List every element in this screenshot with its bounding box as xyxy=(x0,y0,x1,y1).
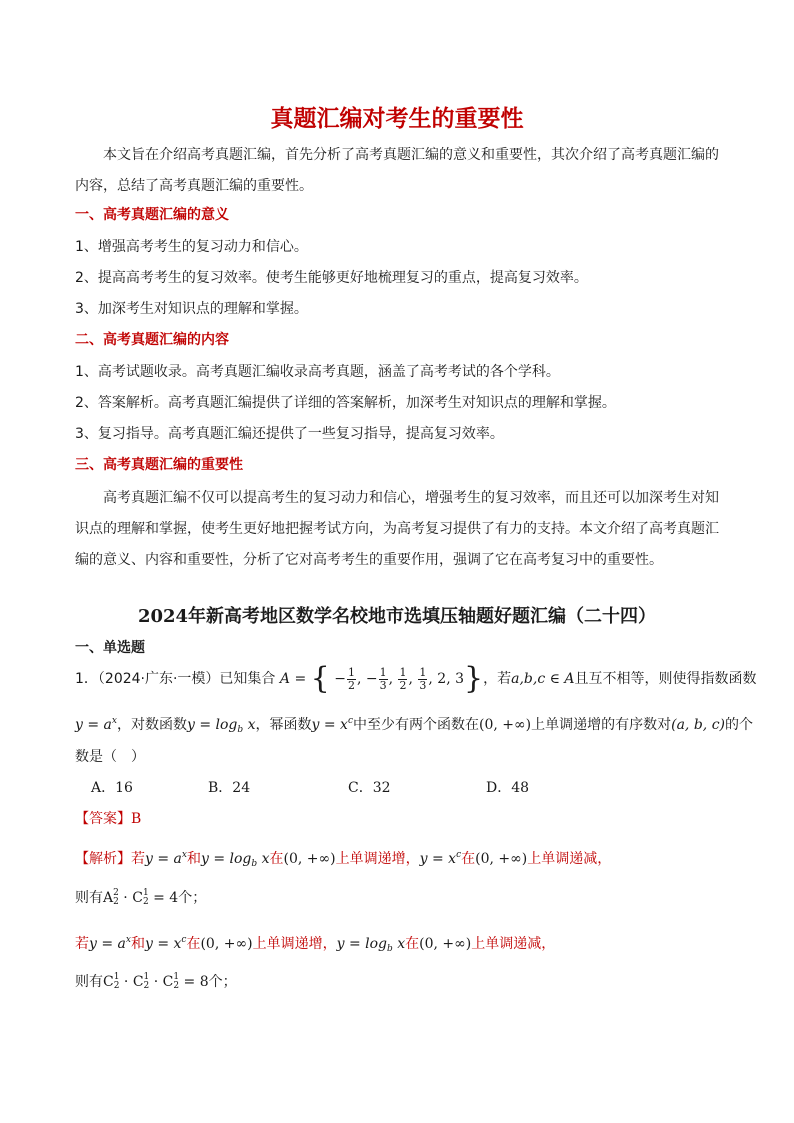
compilation-title: 2024年新高考地区数学名校地市选填压轴题好题汇编（二十四） xyxy=(137,606,657,627)
analysis-line-1: 【解析】若$y = a^x$和$y = \log_b x$在(0, +∞)上单调递增，$y = x^c$在(0, +∞)上单调递减， xyxy=(75,850,612,869)
list-item: 3、加深考生对知识点的理解和掌握。 xyxy=(75,301,308,317)
list-item: 3、复习指导。高考真题汇编还提供了一些复习指导，提高复习效率。 xyxy=(75,426,504,442)
list-item: 2、答案解析。高考真题汇编提供了详细的答案解析，加深考生对知识点的理解和掌握。 xyxy=(75,395,616,411)
section-heading-1: 一、高考真题汇编的意义 xyxy=(75,207,229,223)
list-item: 2、提高高考考生的复习效率。使考生能够更好地梳理复习的重点，提高复习效率。 xyxy=(75,270,588,286)
list-item: 1、高考试题收录。高考真题汇编收录高考真题，涵盖了高考考试的各个学科。 xyxy=(75,364,560,380)
analysis-line-2: 则有A 2 2 · C 1 2 = 4个； xyxy=(75,888,207,907)
section-heading-3: 三、高考真题汇编的重要性 xyxy=(75,457,243,473)
question-prefix: 1．（2024·广东·一模）已知集合 xyxy=(75,671,276,687)
question-line-1: 1．（2024·广东·一模）已知集合 A = { − $\frac{1}{2}$ , − $\frac{1}{3}$ , $\frac{1}{2}$ , $\frac{1}{3}$ , 2, 3}，若a,b,c ∈ A且互不相等，则使得指数函数 xyxy=(75,661,757,696)
list-item: 1、增强高考考生的复习动力和信心。 xyxy=(75,239,308,255)
analysis-label: 【解析】 xyxy=(75,851,131,867)
section-heading-2: 二、高考真题汇编的内容 xyxy=(75,332,229,348)
option-a: A．16 xyxy=(91,780,133,796)
fraction: $\frac{1}{3}$ xyxy=(419,665,427,692)
answer-value: B xyxy=(131,811,142,827)
option-d: D．48 xyxy=(486,780,530,796)
question-type-heading: 一、单选题 xyxy=(75,640,145,656)
fraction: $\frac{1}{3}$ xyxy=(379,665,387,692)
analysis-line-3: 若$y = a^x$和$y = x^c$在(0, +∞)上单调递增，$y = \log_b x$在(0, +∞)上单调递减， xyxy=(75,935,556,954)
fraction: $\frac{1}{2}$ xyxy=(347,665,355,692)
question-line-2: $y = a^x$，对数函数$y = \log_b x$，幂函数$y = x^c$中至少有两个函数在(0, +∞)上单调递增的有序数对(a, b, c)的个 xyxy=(75,716,753,735)
set-variable: A xyxy=(279,671,291,687)
fraction: $\frac{1}{2}$ xyxy=(399,665,407,692)
option-c: C．32 xyxy=(348,780,391,796)
answer-label: 【答案】 xyxy=(75,811,131,827)
question-line-3: 数是（ ） xyxy=(75,749,145,765)
set-close-brace: } xyxy=(464,661,484,696)
intro-paragraph: 本文旨在介绍高考真题汇编，首先分析了高考真题汇编的意义和重要性，其次介绍了高考真题汇编的内容，总结了高考真题汇编的重要性。 xyxy=(75,147,719,194)
option-b: B．24 xyxy=(208,780,251,796)
analysis-line-4: 则有C 1 2 · C 1 2 · C 1 2 = 8个； xyxy=(75,972,237,991)
set-open-brace: { xyxy=(310,661,330,696)
document-title: 真题汇编对考生的重要性 xyxy=(270,106,524,132)
answer-line xyxy=(75,809,141,829)
conclusion-paragraph: 高考真题汇编不仅可以提高考生的复习动力和信心，增强考生的复习效率，而且还可以加深考生对知识点的理解和掌握，使考生更好地把握考试方向，为高考复习提供了有力的支持。本文介绍了高考真题汇编的意义、内容和重要性，分析了它对高考考生的重要作用，强调了它在高考复习中的重要性。 xyxy=(75,490,719,568)
